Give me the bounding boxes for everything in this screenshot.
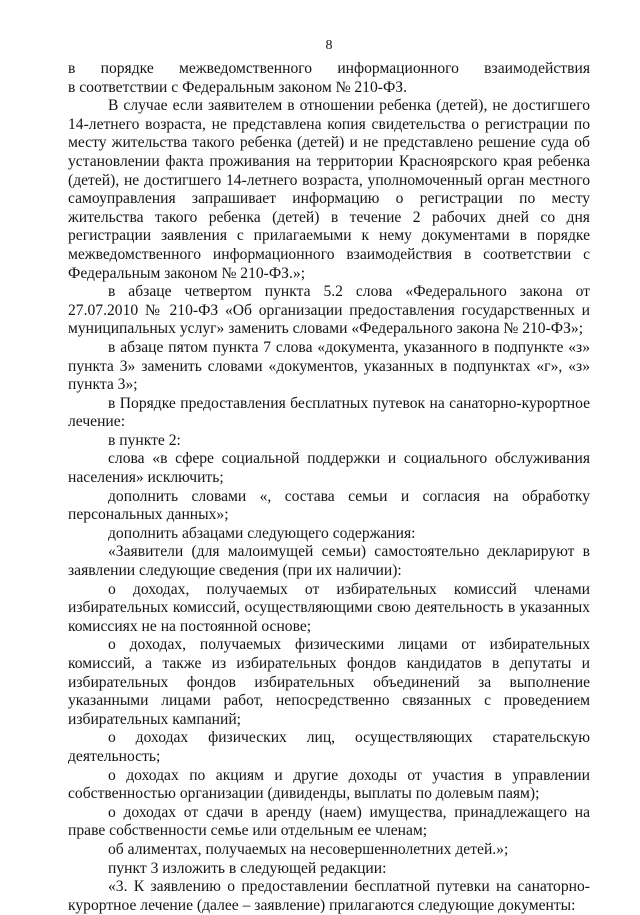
paragraph-8: слова «в сфере социальной поддержки и социального обслуживания населения» исключить; [68, 450, 590, 487]
page-number: 8 [325, 38, 333, 53]
paragraph-11: «Заявители (для малоимущей семьи) самостоятельно декларируют в заявлении следующие сведения (при их наличии): [68, 543, 590, 580]
paragraph-6: в Порядке предоставления бесплатных путевок на санаторно-курортное лечение: [68, 394, 590, 431]
paragraph-16: о доходах от сдачи в аренду (наем) имущества, принадлежащего на праве собственности семье или отдельным ее членам; [68, 803, 590, 840]
paragraph-13: о доходах, получаемых физическими лицами от избирательных комиссий, а также из избирательных фондов кандидатов в депутаты и избирательных фондов избирательных объединений за выполнение указанными лицами работ, непосредственно связанных с проведением избирательных кампаний; [68, 636, 590, 728]
paragraph-2: в соответствии с Федеральным законом № 210-ФЗ. [68, 78, 407, 96]
paragraph-12: о доходах, получаемых от избирательных комиссий членами избирательных комиссий, осуществляющими свою деятельность в указанных комиссиях не на постоянной основе; [68, 580, 590, 635]
paragraph-3: В случае если заявителем в отношении ребенка (детей), не достигшего 14-летнего возраста, не представлена копия свидетельства о регистрации по месту жительства такого ребенка (детей) и не представлено решение суда об установлении факта проживания на территории Красноярского края ребенка (детей), не достигшего 14-летнего возраста, уполномоченный орган местного самоуправления запрашивает информацию о регистрации по месту жительства такого ребенка (детей) в течение 2 рабочих дней со дня регистрации заявления с прилагаемыми к нему документами в порядке межведомственного информационного взаимодействия в соответствии с Федеральным законом № 210-ФЗ.»; [68, 97, 590, 282]
paragraph-7: в пункте 2: [108, 431, 181, 449]
paragraph-15: о доходах по акциям и другие доходы от участия в управлении собственностью организации (дивиденды, выплаты по долевым паям); [68, 766, 590, 803]
paragraph-19: «3. К заявлению о предоставлении бесплатной путевки на санаторно-курортное лечение (далее – заявление) прилагаются следующие документы: [68, 878, 590, 914]
paragraph-17: об алиментах, получаемых на несовершеннолетних детей.»; [108, 840, 509, 858]
paragraph-9: дополнить словами «, состава семьи и согласия на обработку персональных данных»; [68, 487, 590, 524]
paragraph-18: пункт 3 изложить в следующей редакции: [108, 859, 387, 877]
paragraph-5: в абзаце пятом пункта 7 слова «документа, указанного в подпункте «з» пункта 3» заменить словами «документов, указанных в подпунктах «г», «з» пункта 3»; [68, 338, 590, 394]
paragraph-10: дополнить абзацами следующего содержания: [108, 524, 416, 542]
document-body [68, 60, 590, 915]
paragraph-1: в порядке межведомственного информационного взаимодействия [68, 60, 590, 77]
paragraph-14: о доходах физических лиц, осуществляющих старательскую деятельность; [68, 729, 590, 765]
paragraph-4: в абзаце четвертом пункта 5.2 слова «Федерального закона от 27.07.2010 № 210-ФЗ «Об организации предоставления государственных и муниципальных услуг» заменить словами «Федерального закона № 210-ФЗ»; [68, 283, 590, 338]
